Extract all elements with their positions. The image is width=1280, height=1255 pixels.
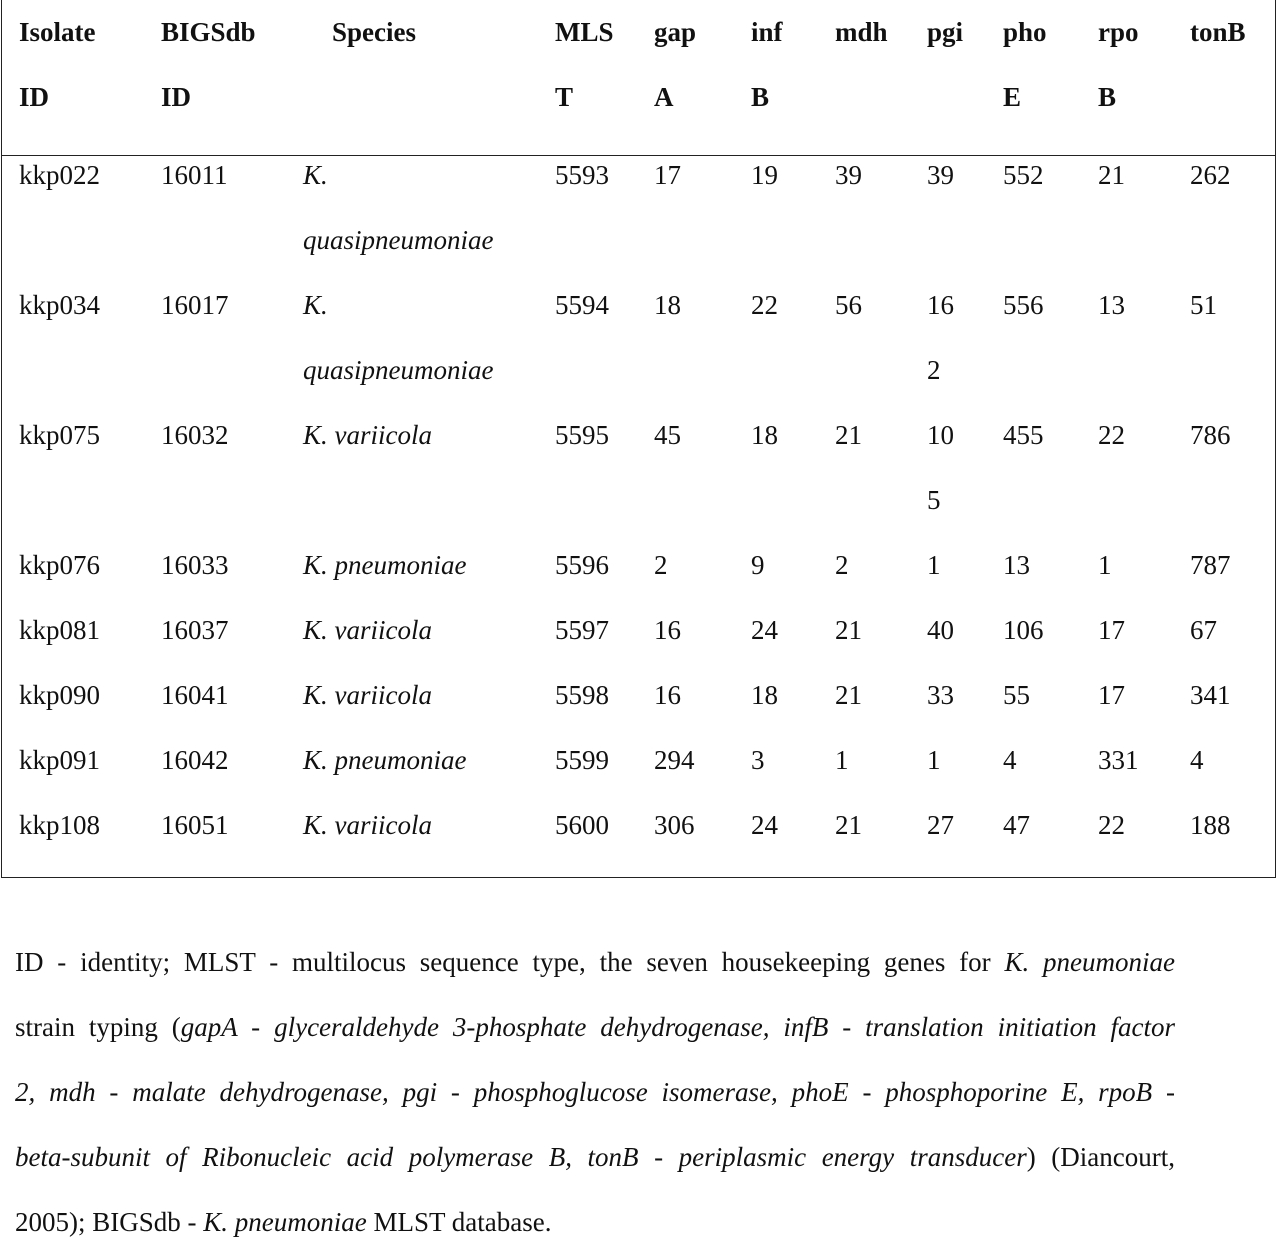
cell-isolate: kkp022 [19, 160, 100, 190]
cell-mlst: 5595 [555, 420, 609, 450]
caption-segment: ) (Diancourt, [1026, 1142, 1175, 1172]
cell-isolate: kkp081 [19, 615, 100, 645]
cell-species: K. variicola [303, 810, 432, 840]
cell-pgi: 5 [927, 485, 941, 515]
caption-segment: MLST database. [366, 1207, 552, 1237]
caption-segment: 2005); BIGSdb - [15, 1207, 204, 1237]
caption-line [15, 930, 1175, 995]
cell-pgi: 39 [927, 160, 954, 190]
header-pgi: pgi [927, 17, 964, 47]
cell-tonB: 341 [1190, 680, 1231, 710]
cell-infB: 19 [751, 160, 778, 190]
cell-mdh: 21 [835, 680, 862, 710]
cell-mlst: 5593 [555, 160, 609, 190]
cell-gapA: 294 [654, 745, 695, 775]
cell-phoE: 13 [1003, 550, 1030, 580]
cell-isolate: kkp075 [19, 420, 100, 450]
cell-bigsdb: 16033 [161, 550, 229, 580]
cell-species: quasipneumoniae [303, 355, 494, 385]
header-rpoB: B [1098, 82, 1117, 112]
cell-phoE: 55 [1003, 680, 1030, 710]
cell-species: K. variicola [303, 615, 432, 645]
header-species: Species [332, 17, 416, 47]
cell-isolate: kkp090 [19, 680, 100, 710]
header-phoE: pho [1003, 17, 1047, 47]
cell-mdh: 56 [835, 290, 862, 320]
cell-tonB: 786 [1190, 420, 1231, 450]
caption-segment: beta-subunit of Ribonucleic acid polymerase B, tonB - periplasmic energy transducer [15, 1142, 1027, 1172]
cell-gapA: 16 [654, 680, 681, 710]
cell-species: K. pneumoniae [303, 745, 467, 775]
cell-bigsdb: 16032 [161, 420, 229, 450]
cell-pgi: 27 [927, 810, 954, 840]
cell-pgi: 16 [927, 290, 954, 320]
cell-phoE: 106 [1003, 615, 1044, 645]
cell-mdh: 39 [835, 160, 862, 190]
cell-species: K. [303, 290, 328, 320]
cell-gapA: 45 [654, 420, 681, 450]
cell-infB: 24 [751, 810, 778, 840]
cell-species: K. pneumoniae [303, 550, 467, 580]
cell-gapA: 306 [654, 810, 695, 840]
cell-tonB: 67 [1190, 615, 1217, 645]
cell-tonB: 787 [1190, 550, 1231, 580]
cell-rpoB: 22 [1098, 420, 1125, 450]
cell-pgi: 10 [927, 420, 954, 450]
cell-infB: 18 [751, 680, 778, 710]
caption-line [15, 1190, 1175, 1255]
cell-tonB: 51 [1190, 290, 1217, 320]
cell-isolate: kkp091 [19, 745, 100, 775]
cell-infB: 22 [751, 290, 778, 320]
cell-mlst: 5597 [555, 615, 609, 645]
header-gapA: A [654, 82, 674, 112]
cell-species: quasipneumoniae [303, 225, 494, 255]
header-bigsdb: BIGSdb [161, 17, 256, 47]
cell-tonB: 4 [1190, 745, 1204, 775]
cell-bigsdb: 16037 [161, 615, 229, 645]
cell-species: K. variicola [303, 680, 432, 710]
cell-mlst: 5599 [555, 745, 609, 775]
cell-rpoB: 17 [1098, 680, 1125, 710]
header-phoE: E [1003, 82, 1022, 112]
cell-mdh: 1 [835, 745, 849, 775]
caption-segment: K. pneumoniae [1004, 947, 1175, 977]
cell-rpoB: 21 [1098, 160, 1125, 190]
cell-infB: 9 [751, 550, 765, 580]
header-isolate: Isolate [19, 17, 96, 47]
cell-mlst: 5598 [555, 680, 609, 710]
cell-pgi: 33 [927, 680, 954, 710]
cell-infB: 24 [751, 615, 778, 645]
cell-tonB: 262 [1190, 160, 1231, 190]
cell-mdh: 21 [835, 420, 862, 450]
cell-rpoB: 1 [1098, 550, 1112, 580]
cell-pgi: 40 [927, 615, 954, 645]
cell-bigsdb: 16041 [161, 680, 229, 710]
header-bigsdb: ID [161, 82, 192, 112]
cell-gapA: 2 [654, 550, 668, 580]
cell-isolate: kkp108 [19, 810, 100, 840]
header-isolate: ID [19, 82, 50, 112]
header-mlst: MLS [555, 17, 614, 47]
cell-bigsdb: 16011 [161, 160, 228, 190]
cell-pgi: 2 [927, 355, 941, 385]
cell-mdh: 2 [835, 550, 849, 580]
header-mdh: mdh [835, 17, 888, 47]
header-infB: inf [751, 17, 783, 47]
cell-rpoB: 331 [1098, 745, 1139, 775]
header-rpoB: rpo [1098, 17, 1139, 47]
caption-segment: K. pneumoniae [203, 1207, 367, 1237]
cell-pgi: 1 [927, 745, 941, 775]
header-infB: B [751, 82, 770, 112]
header-tonB: tonB [1190, 17, 1246, 47]
cell-tonB: 188 [1190, 810, 1231, 840]
caption-segment: 2, mdh - malate dehydrogenase, pgi - phosphoglucose isomerase, phoE - phosphoporine E, rpoB - [15, 1077, 1175, 1107]
caption-segment: gapA - glyceraldehyde 3-phosphate dehydrogenase, infB - translation initiation factor [180, 1012, 1175, 1042]
cell-bigsdb: 16051 [161, 810, 229, 840]
cell-phoE: 552 [1003, 160, 1044, 190]
cell-infB: 18 [751, 420, 778, 450]
cell-gapA: 18 [654, 290, 681, 320]
cell-bigsdb: 16017 [161, 290, 229, 320]
cell-gapA: 16 [654, 615, 681, 645]
cell-isolate: kkp076 [19, 550, 100, 580]
cell-mlst: 5600 [555, 810, 609, 840]
cell-phoE: 455 [1003, 420, 1044, 450]
cell-species: K. [303, 160, 328, 190]
caption-line [15, 1060, 1175, 1125]
cell-phoE: 556 [1003, 290, 1044, 320]
cell-species: K. variicola [303, 420, 432, 450]
cell-mdh: 21 [835, 615, 862, 645]
caption-line [15, 995, 1175, 1060]
cell-gapA: 17 [654, 160, 681, 190]
cell-phoE: 47 [1003, 810, 1030, 840]
cell-rpoB: 13 [1098, 290, 1125, 320]
cell-mdh: 21 [835, 810, 862, 840]
cell-pgi: 1 [927, 550, 941, 580]
cell-rpoB: 17 [1098, 615, 1125, 645]
caption-segment: ID - identity; MLST - multilocus sequence type, the seven housekeeping genes for [15, 947, 1005, 977]
caption-segment: strain typing ( [15, 1012, 181, 1042]
cell-isolate: kkp034 [19, 290, 100, 320]
table-caption [15, 930, 1175, 1255]
cell-mlst: 5596 [555, 550, 609, 580]
cell-mlst: 5594 [555, 290, 609, 320]
cell-phoE: 4 [1003, 745, 1017, 775]
header-mlst: T [555, 82, 574, 112]
cell-infB: 3 [751, 745, 765, 775]
cell-bigsdb: 16042 [161, 745, 229, 775]
cell-rpoB: 22 [1098, 810, 1125, 840]
header-gapA: gap [654, 17, 697, 47]
caption-line [15, 1125, 1175, 1190]
